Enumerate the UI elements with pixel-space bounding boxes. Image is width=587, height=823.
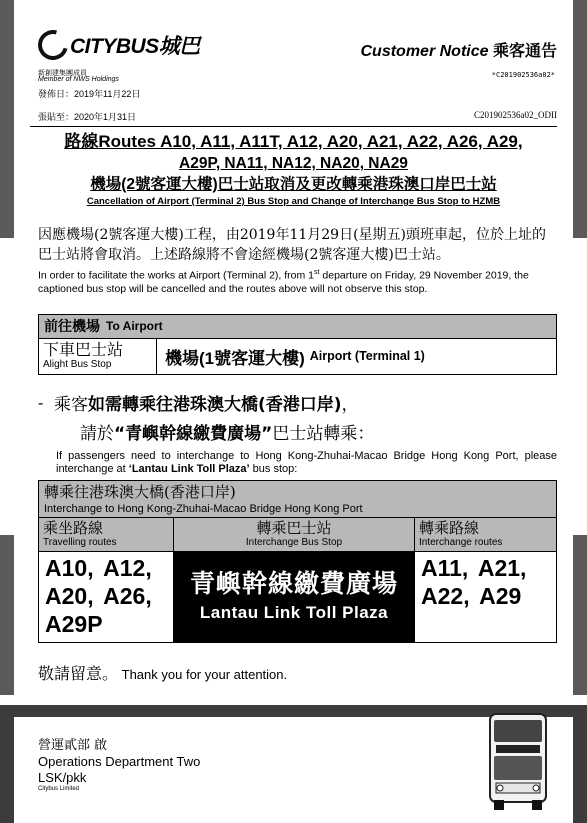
alight-stop-value: [157, 339, 556, 374]
logo-subtitle-en: Member of NWS Holdings: [38, 76, 119, 83]
notice-header: [24, 18, 563, 110]
intro-paragraph: [38, 225, 557, 296]
frame-band-right-top: [573, 0, 587, 238]
alight-stop-zh: 機場(1號客運大樓): [165, 348, 305, 368]
header-divider: [30, 126, 557, 127]
zh2-part1: 請於: [80, 423, 114, 444]
interchange-note: [38, 393, 557, 476]
department-zh: 營運貳部 啟: [38, 738, 108, 753]
frame-band-left-top: [0, 0, 14, 238]
notice-title-en: Customer Notice: [360, 43, 489, 60]
to-airport-header-en: To Airport: [106, 319, 163, 333]
alight-stop-label-zh: 下車巴士站: [43, 339, 124, 359]
col3-zh: 轉乘路線: [419, 518, 480, 537]
title-routes-line1: 路線Routes A10, A11, A11T, A12, A20, A21, A22, A26, A29,: [64, 132, 523, 151]
intro-en-part2: departure on Friday, 29 November 2019, the captioned bus stop will be cancelled and the routes above will not observe this stop.: [38, 269, 529, 295]
col3-en: Interchange routes: [419, 536, 503, 548]
intro-en-part1: In order to facilitate the works at Airport (Terminal 2), from 1: [38, 269, 315, 282]
logo-subtitle-zh: 新創建集團成員: [38, 70, 87, 77]
en-part1: If passengers need to interchange to Hong Kong-Zhuhai-Macao Bridge Hong Kong Port, please interchange at: [56, 449, 557, 475]
frame-band-left-middle: [0, 535, 14, 695]
alight-stop-label-en: Alight Bus Stop: [43, 358, 112, 370]
en-part3: bus stop:: [249, 462, 298, 475]
signoff: LSK/pkk: [38, 770, 87, 785]
zh1-part2: 如需轉乘往港珠澳大橋(香港口岸): [88, 394, 342, 415]
interchange-table: [38, 480, 557, 643]
frame-band-left-bottom: [0, 705, 14, 823]
citybus-logo: [38, 30, 200, 60]
intro-en: [38, 266, 557, 296]
barcode-reference: *C201902536a02*: [491, 71, 555, 79]
col2-en: Interchange Bus Stop: [245, 536, 343, 548]
bullet-dash: -: [38, 394, 44, 412]
interchange-stop-zh: 青嶼幹線繳費廣場: [189, 569, 398, 598]
notice-reference: C201902536a02_ODII: [474, 110, 557, 120]
footer-signature: [38, 738, 200, 793]
interchange-note-zh-line2: [38, 421, 557, 447]
interchange-header-zh: 轉乘往港珠澳大橋(香港口岸): [44, 482, 236, 501]
issue-date: 發佈日：2019年11月22日: [38, 89, 141, 99]
interchange-stop-value: [174, 552, 415, 642]
thanks-zh: 敬請留意。: [38, 663, 119, 683]
zh2-part2: “青嶼幹線繳費廣場”: [114, 423, 273, 444]
en-part2: ‘Lantau Link Toll Plaza’: [128, 462, 250, 475]
col1-zh: 乘坐路線: [43, 518, 104, 537]
column-travelling-routes: [39, 518, 174, 551]
alight-stop-label: [39, 339, 157, 374]
column-interchange-stop: [174, 518, 415, 551]
zh1-part3: ，: [341, 394, 359, 415]
citybus-logo-mark-icon: [33, 25, 74, 66]
travelling-routes-value: A10, A12, A20, A26, A29P: [39, 552, 174, 642]
interchange-stop-en: Lantau Link Toll Plaza: [199, 602, 389, 622]
interchange-table-columns: [39, 518, 556, 552]
to-airport-header: [39, 315, 556, 339]
customer-notice-title: [361, 38, 558, 61]
title-routes-line2: A29P, NA11, NA12, NA20, NA29: [179, 155, 408, 172]
logo-text: CITYBUS城巴: [70, 35, 200, 58]
double-decker-bus-icon: [486, 712, 550, 812]
to-airport-table: [38, 314, 557, 375]
to-airport-row: [39, 339, 556, 374]
zh2-part3: 巴士站轉乘：: [272, 423, 375, 444]
frame-band-right-middle: [573, 535, 587, 695]
alight-stop-en: Airport (Terminal 1): [309, 349, 425, 363]
to-airport-header-zh: 前往機場: [44, 318, 100, 334]
col2-zh: 轉乘巴士站: [256, 518, 332, 537]
title-en: Cancellation of Airport (Terminal 2) Bus Stop and Change of Interchange Bus Stop to HZMB: [86, 196, 501, 207]
interchange-routes-value: A11, A21, A22, A29: [421, 554, 527, 609]
department-en: Operations Department Two: [38, 754, 201, 769]
posting-date: 張貼至：2020年1月31日: [38, 112, 137, 122]
thanks-line: [38, 661, 557, 684]
interchange-note-en: [38, 450, 557, 476]
intro-zh: 因應機場(2號客運大樓)工程，由2019年11月29日(星期五)頭班車起，位於上址的巴士站將會取消。上述路線將不會途經機場(2號客運大樓)巴士站。: [38, 227, 547, 263]
company-name: Citybus Limited: [38, 786, 80, 792]
notice-title-block: [24, 131, 563, 209]
col1-en: Travelling routes: [43, 536, 117, 548]
interchange-note-zh-line1: [38, 393, 557, 417]
column-interchange-routes: [415, 518, 556, 551]
notice-page: [24, 18, 563, 684]
zh1-part1: 乘客: [54, 394, 88, 415]
interchange-table-row: [39, 552, 556, 642]
intro-en-superscript: st: [314, 269, 320, 276]
notice-title-zh: 乘客通告: [492, 43, 557, 60]
title-zh: 機場(2號客運大樓)巴士站取消及更改轉乘港珠澳口岸巴士站: [90, 176, 497, 193]
interchange-table-header: [39, 481, 556, 518]
interchange-header-en: Interchange to Hong Kong-Zhuhai-Macao Bridge Hong Kong Port: [44, 502, 363, 515]
header-subrow: [24, 110, 563, 124]
thanks-en: Thank you for your attention.: [121, 666, 288, 682]
frame-band-right-bottom: [573, 705, 587, 823]
